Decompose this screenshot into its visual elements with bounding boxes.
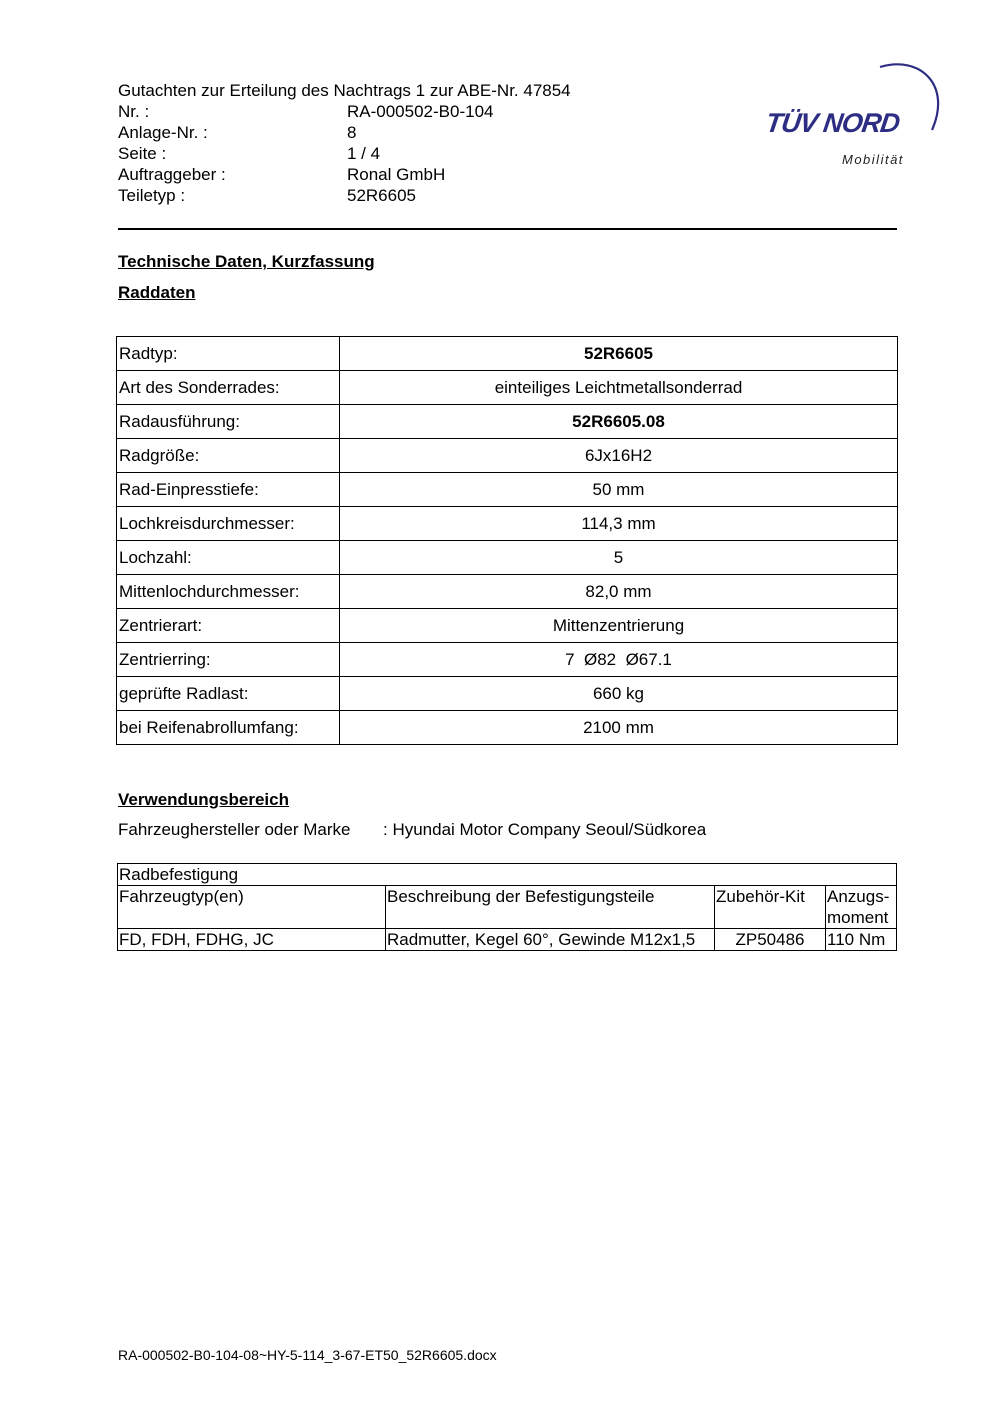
logo-wordmark: TÜV NORD: [763, 108, 902, 138]
table-row: [117, 677, 898, 711]
row-label: Rad-Einpresstiefe:: [117, 473, 340, 507]
row-value: 7 Ø82 Ø67.1: [340, 643, 898, 677]
header-value: 1 / 4: [347, 144, 381, 163]
table-row: [117, 405, 898, 439]
table-row: [117, 711, 898, 745]
table-cell: FD, FDH, FDHG, JC: [118, 929, 386, 951]
row-label: Lochkreisdurchmesser:: [117, 507, 340, 541]
row-value: 52R6605.08: [340, 405, 898, 439]
column-header: Fahrzeugtyp(en): [118, 886, 386, 929]
logo-subtitle: Mobilität: [842, 152, 904, 167]
column-header: Zubehör-Kit: [715, 886, 826, 929]
header-label: Anlage-Nr. :: [118, 123, 208, 142]
row-label: Zentrierring:: [117, 643, 340, 677]
row-value: 2100 mm: [340, 711, 898, 745]
section-title-usage: Verwendungsbereich: [118, 790, 289, 809]
row-label: Radtyp:: [117, 337, 340, 371]
table-cell: ZP50486: [715, 929, 826, 951]
wheel-fixing-table: [117, 863, 897, 951]
row-value: 52R6605: [340, 337, 898, 371]
column-header: Anzugs- moment: [826, 886, 897, 929]
document-title: Gutachten zur Erteilung des Nachtrags 1 zur ABE-Nr. 47854: [118, 81, 571, 100]
table-row: [117, 575, 898, 609]
table-row: [117, 507, 898, 541]
table-caption-row: [118, 864, 897, 886]
header-row-seite: [118, 143, 571, 164]
table-row: [117, 337, 898, 371]
table-row: [118, 929, 897, 951]
table-row: [117, 439, 898, 473]
row-value: 5: [340, 541, 898, 575]
header-label: Nr. :: [118, 102, 150, 121]
maker-value: : Hyundai Motor Company Seoul/Südkorea: [383, 820, 707, 839]
row-label: Radgröße:: [117, 439, 340, 473]
row-label: geprüfte Radlast:: [117, 677, 340, 711]
table-caption: Radbefestigung: [118, 864, 897, 886]
row-label: Lochzahl:: [117, 541, 340, 575]
row-value: 660 kg: [340, 677, 898, 711]
header-value: RA-000502-B0-104: [347, 102, 494, 121]
header-row-auftraggeber: [118, 164, 571, 185]
row-value: Mittenzentrierung: [340, 609, 898, 643]
document-footer: RA-000502-B0-104-08~HY-5-114_3-67-ET50_52R6605.docx: [118, 1347, 497, 1363]
row-label: Radausführung:: [117, 405, 340, 439]
row-value: 114,3 mm: [340, 507, 898, 541]
vehicle-maker: [118, 820, 706, 840]
row-label: bei Reifenabrollumfang:: [117, 711, 340, 745]
wheel-data-table: [116, 336, 898, 745]
table-header-row: [118, 886, 897, 929]
row-value: 6Jx16H2: [340, 439, 898, 473]
row-label: Zentrierart:: [117, 609, 340, 643]
header-row-teiletyp: [118, 185, 571, 206]
section-title-wheel-data: Raddaten: [118, 283, 196, 302]
row-value: 82,0 mm: [340, 575, 898, 609]
table-row: [117, 473, 898, 507]
table-row: [117, 609, 898, 643]
maker-label: Fahrzeughersteller oder Marke: [118, 820, 351, 839]
header-row-nr: [118, 101, 571, 122]
row-value: einteiliges Leichtmetallsonderrad: [340, 371, 898, 405]
table-row: [117, 371, 898, 405]
header-divider: [118, 228, 897, 230]
header-row-anlage: [118, 122, 571, 143]
table-cell: Radmutter, Kegel 60°, Gewinde M12x1,5: [386, 929, 715, 951]
header-label: Auftraggeber :: [118, 165, 226, 184]
header-label: Seite :: [118, 144, 167, 163]
table-cell: 110 Nm: [826, 929, 897, 951]
section-title-technical: Technische Daten, Kurzfassung: [118, 252, 375, 271]
header-value: 8: [347, 123, 357, 142]
header-value: 52R6605: [347, 186, 417, 205]
header-label: Teiletyp :: [118, 186, 186, 205]
column-header: Beschreibung der Befestigungsteile: [386, 886, 715, 929]
header-value: Ronal GmbH: [347, 165, 446, 184]
document-header: [118, 80, 571, 206]
row-label: Art des Sonderrades:: [117, 371, 340, 405]
table-row: [117, 541, 898, 575]
row-label: Mittenlochdurchmesser:: [117, 575, 340, 609]
row-value: 50 mm: [340, 473, 898, 507]
table-row: [117, 643, 898, 677]
